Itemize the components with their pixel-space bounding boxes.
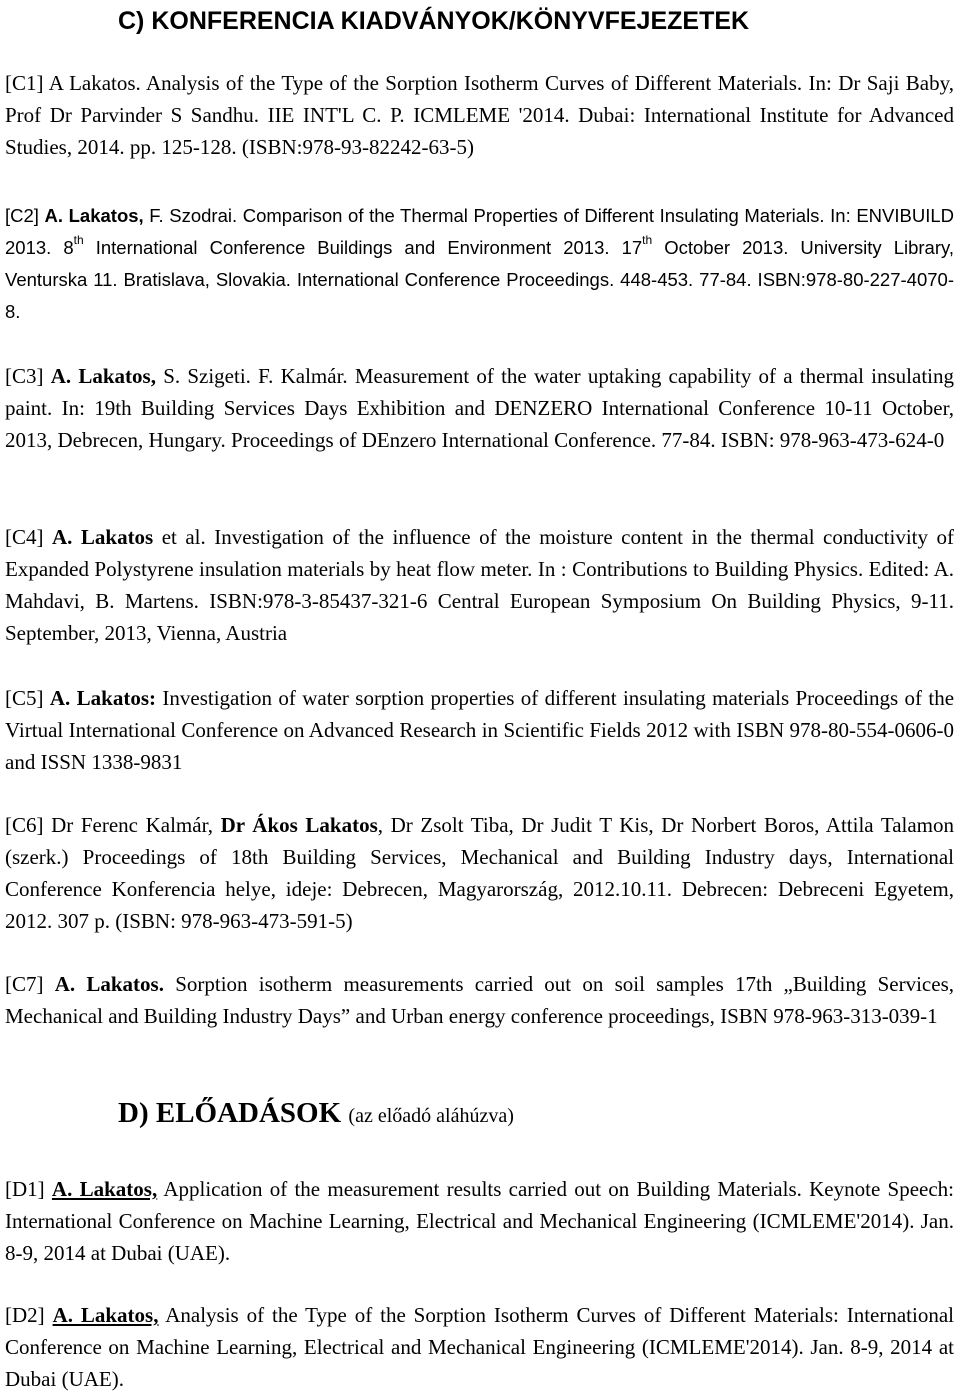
reference-author-bold: A. Lakatos, — [50, 364, 156, 388]
reference-speaker-underlined: A. Lakatos, — [52, 1303, 159, 1327]
superscript: th — [73, 232, 84, 247]
reference-text: Investigation of the influence of the moisture content in the thermal conductivity of Expanded Polystyrene insulation materials by heat flow meter. In : Contributions to Building Physics. Edited: A. Mahdavi, B. Martens. ISBN:978-3-85437-321-6 Central European Symposium On Building Physics, 9-11. September, 2013, Vienna, Austria — [5, 525, 954, 645]
reference-d2 — [5, 1299, 954, 1395]
reference-id: [C2] — [5, 205, 39, 226]
reference-id: [C6] — [5, 813, 44, 837]
section-c-heading: C) KONFERENCIA KIADVÁNYOK/KÖNYVFEJEZETEK — [118, 7, 750, 35]
reference-id: [C5] — [5, 686, 44, 710]
reference-author-bold: A. Lakatos. — [54, 972, 164, 996]
reference-id: [C7] — [5, 972, 44, 996]
reference-authors: F. Szodrai. — [149, 205, 238, 226]
reference-c5 — [5, 682, 954, 778]
reference-text-part: International Conference Buildings and Environment 2013. 17 — [95, 237, 643, 258]
reference-id: [C3] — [5, 364, 44, 388]
reference-text: Proceedings of 18th Building Services, Mechanical and Building Industry days, International Conference Konferencia helye, ideje: Debrecen, Magyarország, 2012.10.11. Debrecen: Debreceni Egyetem, 2012. 307 p. (ISBN: 978-963-473-591-5) — [5, 845, 955, 933]
reference-id: [D2] — [5, 1303, 45, 1327]
reference-authors: Dr Ferenc Kalmár, — [51, 813, 213, 837]
reference-authors: et al. — [161, 525, 206, 549]
reference-author-bold: A. Lakatos — [51, 525, 154, 549]
section-d-note: (az előadó aláhúzva) — [348, 1105, 514, 1127]
reference-c6 — [5, 809, 954, 937]
reference-text: Application of the measurement results carried out on Building Materials. Keynote Speech: International Conference on Machine Learning, Electrical and Mechanical Engineering (ICMLEME'2014). Jan. 8-9, 2014 at Dubai (UAE). — [5, 1177, 955, 1265]
reference-authors: , Dr Zsolt Tiba, Dr Judit T Kis, Dr Norbert Boros, Attila Talamon (szerk.) — [5, 813, 955, 869]
reference-text: Investigation of water sorption properties of different insulating materials Proceedings of the Virtual International Conference on Advanced Research in Scientific Fields 2012 with ISBN 978-80-554-0606-0 and ISSN 1338-9831 — [5, 686, 955, 774]
reference-speaker-underlined: A. Lakatos, — [51, 1177, 158, 1201]
reference-author-bold: A. Lakatos, — [44, 205, 144, 226]
section-d-heading — [118, 1094, 514, 1135]
reference-author-bold: A. Lakatos: — [49, 686, 157, 710]
reference-c3 — [5, 360, 954, 456]
reference-authors: S. Szigeti. F. Kalmár. — [163, 364, 348, 388]
section-d-title: D) ELŐADÁSOK — [118, 1097, 342, 1129]
reference-c4 — [5, 521, 954, 649]
reference-text: Sorption isotherm measurements carried out on soil samples 17th „Building Services, Mechanical and Building Industry Days” and Urban energy conference proceedings, ISBN 978-963-313-039-1 — [5, 972, 954, 1028]
reference-c1 — [5, 67, 954, 163]
reference-text-part: Comparison of the Thermal Properties of Different Insulating Materials. In: ENVIBUILD 2013. 8 — [5, 205, 954, 258]
reference-text: A Lakatos. Analysis of the Type of the Sorption Isotherm Curves of Different Materials. In: Dr Saji Baby, Prof Dr Parvinder S Sandhu. IIE INT'L C. P. ICMLEME '2014. Dubai: International Institute for Advanced Studies, 2014. pp. 125-128. (ISBN:978-93-82242-63-5) — [5, 71, 954, 159]
reference-d1 — [5, 1173, 954, 1269]
reference-id: [C1] — [5, 71, 44, 95]
superscript: th — [642, 232, 653, 247]
reference-author-bold: Dr Ákos Lakatos — [220, 813, 378, 837]
reference-text-part: October 2013. University Library, Venturska 11. Bratislava, Slovakia. International Conference Proceedings. 448-453. 77-84. ISBN:978-80-227-4070-8. — [5, 237, 955, 322]
reference-id: [D1] — [5, 1177, 45, 1201]
reference-text: Measurement of the water uptaking capability of a thermal insulating paint. In: 19th Building Services Days Exhibition and DENZERO International Conference 10-11 October, 2013, Debrecen, Hungary. Proceedings of DEnzero International Conference. 77-84. ISBN: 978-963-473-624-0 — [5, 364, 954, 452]
reference-c2 — [5, 200, 954, 328]
reference-id: [C4] — [5, 525, 44, 549]
reference-text: Analysis of the Type of the Sorption Isotherm Curves of Different Materials: International Conference on Machine Learning, Electrical and Mechanical Engineering (ICMLEME'2014). Jan. 8-9, 2014 at Dubai (UAE). — [5, 1303, 955, 1391]
reference-c7 — [5, 968, 954, 1032]
